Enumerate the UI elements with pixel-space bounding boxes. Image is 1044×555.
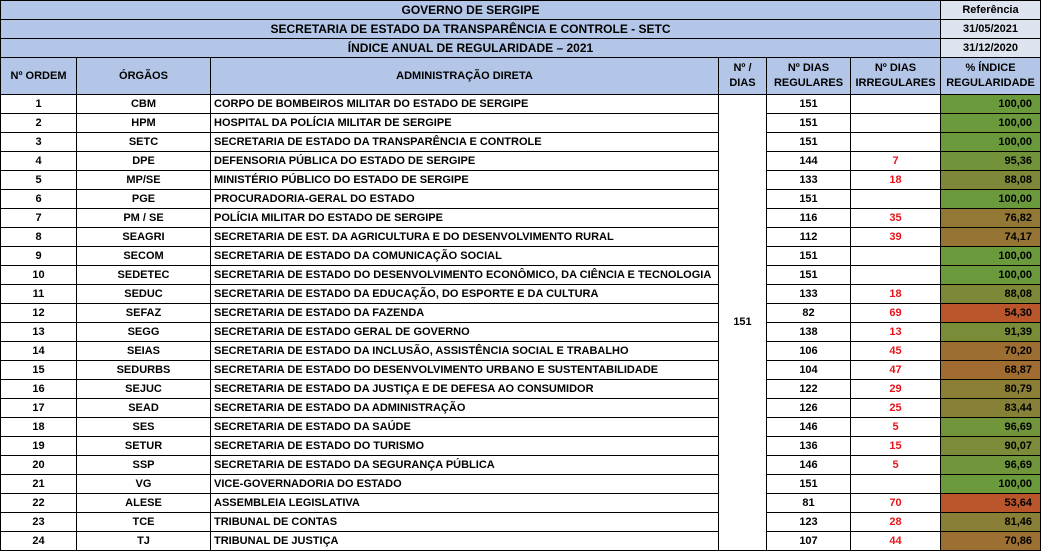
header-line2: SECRETARIA DE ESTADO DA TRANSPARÊNCIA E CONTROLE - SETC: [1, 20, 941, 39]
row-sigla: SETUR: [77, 437, 211, 456]
row-regularity-index: 100,00: [941, 190, 1041, 209]
row-sigla: PGE: [77, 190, 211, 209]
row-sigla: SEAGRI: [77, 228, 211, 247]
row-irregular-days: [851, 266, 941, 285]
row-sigla: ALESE: [77, 494, 211, 513]
row-sigla: CBM: [77, 95, 211, 114]
row-orgao-name: SECRETARIA DE ESTADO DA JUSTIÇA E DE DEFESA AO CONSUMIDOR: [211, 380, 719, 399]
row-irregular-days: 28: [851, 513, 941, 532]
row-number: 12: [1, 304, 77, 323]
row-number: 18: [1, 418, 77, 437]
table-row: [1, 171, 1041, 190]
row-regularity-index: 100,00: [941, 95, 1041, 114]
row-orgao-name: CORPO DE BOMBEIROS MILITAR DO ESTADO DE SERGIPE: [211, 95, 719, 114]
row-sigla: SEAD: [77, 399, 211, 418]
table-row: [1, 190, 1041, 209]
row-orgao-name: SECRETARIA DE ESTADO DO TURISMO: [211, 437, 719, 456]
table-row: [1, 437, 1041, 456]
row-irregular-days: 47: [851, 361, 941, 380]
row-regularity-index: 70,86: [941, 532, 1041, 551]
row-regularity-index: 88,08: [941, 285, 1041, 304]
row-irregular-days: 25: [851, 399, 941, 418]
row-sigla: SEDETEC: [77, 266, 211, 285]
row-regular-days: 151: [767, 133, 851, 152]
row-regularity-index: 70,20: [941, 342, 1041, 361]
row-regular-days: 106: [767, 342, 851, 361]
table-row: [1, 228, 1041, 247]
table-row: [1, 494, 1041, 513]
row-irregular-days: 69: [851, 304, 941, 323]
row-sigla: HPM: [77, 114, 211, 133]
row-irregular-days: 39: [851, 228, 941, 247]
row-irregular-days: 15: [851, 437, 941, 456]
row-orgao-name: SECRETARIA DE ESTADO DO DESENVOLVIMENTO ECONÔMICO, DA CIÊNCIA E TECNOLOGIA: [211, 266, 719, 285]
table-row: [1, 152, 1041, 171]
table-row: [1, 532, 1041, 551]
row-orgao-name: POLÍCIA MILITAR DO ESTADO DE SERGIPE: [211, 209, 719, 228]
row-orgao-name: PROCURADORIA-GERAL DO ESTADO: [211, 190, 719, 209]
row-regularity-index: 96,69: [941, 418, 1041, 437]
row-regular-days: 144: [767, 152, 851, 171]
table-row: [1, 304, 1041, 323]
table-row: [1, 418, 1041, 437]
table-row: [1, 209, 1041, 228]
table-row: [1, 266, 1041, 285]
row-sigla: SEDURBS: [77, 361, 211, 380]
row-number: 13: [1, 323, 77, 342]
row-number: 10: [1, 266, 77, 285]
row-irregular-days: 45: [851, 342, 941, 361]
col-header-ordem: Nº ORDEM: [1, 58, 77, 95]
row-regular-days: 133: [767, 285, 851, 304]
col-header-admin: ADMINISTRAÇÃO DIRETA: [211, 58, 719, 95]
header-line3: ÍNDICE ANUAL DE REGULARIDADE – 2021: [1, 39, 941, 58]
row-sigla: TCE: [77, 513, 211, 532]
row-regular-days: 116: [767, 209, 851, 228]
table-row: [1, 361, 1041, 380]
row-regular-days: 151: [767, 95, 851, 114]
table-row: [1, 342, 1041, 361]
row-number: 7: [1, 209, 77, 228]
table-row: [1, 456, 1041, 475]
row-irregular-days: [851, 190, 941, 209]
row-number: 21: [1, 475, 77, 494]
table-row: [1, 95, 1041, 114]
row-sigla: SES: [77, 418, 211, 437]
row-regular-days: 133: [767, 171, 851, 190]
row-regular-days: 112: [767, 228, 851, 247]
row-regular-days: 123: [767, 513, 851, 532]
row-irregular-days: 5: [851, 418, 941, 437]
row-regular-days: 81: [767, 494, 851, 513]
row-orgao-name: SECRETARIA DE EST. DA AGRICULTURA E DO DESENVOLVIMENTO RURAL: [211, 228, 719, 247]
row-sigla: VG: [77, 475, 211, 494]
row-regularity-index: 53,64: [941, 494, 1041, 513]
row-number: 3: [1, 133, 77, 152]
row-irregular-days: 18: [851, 171, 941, 190]
row-sigla: SEJUC: [77, 380, 211, 399]
table-row: [1, 285, 1041, 304]
row-number: 14: [1, 342, 77, 361]
row-regularity-index: 100,00: [941, 114, 1041, 133]
row-sigla: SEGG: [77, 323, 211, 342]
header-line1: GOVERNO DE SERGIPE: [1, 1, 941, 20]
row-orgao-name: SECRETARIA DE ESTADO DA FAZENDA: [211, 304, 719, 323]
table-row: [1, 247, 1041, 266]
row-regular-days: 138: [767, 323, 851, 342]
row-sigla: SEIAS: [77, 342, 211, 361]
row-sigla: SSP: [77, 456, 211, 475]
row-orgao-name: MINISTÉRIO PÚBLICO DO ESTADO DE SERGIPE: [211, 171, 719, 190]
reference-label: Referência: [941, 1, 1041, 20]
row-number: 16: [1, 380, 77, 399]
row-regular-days: 146: [767, 418, 851, 437]
row-irregular-days: [851, 95, 941, 114]
row-regular-days: 104: [767, 361, 851, 380]
row-regular-days: 82: [767, 304, 851, 323]
row-orgao-name: VICE-GOVERNADORIA DO ESTADO: [211, 475, 719, 494]
row-number: 1: [1, 95, 77, 114]
row-regular-days: 126: [767, 399, 851, 418]
row-orgao-name: HOSPITAL DA POLÍCIA MILITAR DE SERGIPE: [211, 114, 719, 133]
table-row: [1, 323, 1041, 342]
row-irregular-days: 5: [851, 456, 941, 475]
row-regularity-index: 81,46: [941, 513, 1041, 532]
row-sigla: SEDUC: [77, 285, 211, 304]
row-number: 2: [1, 114, 77, 133]
row-regular-days: 122: [767, 380, 851, 399]
row-regularity-index: 100,00: [941, 475, 1041, 494]
row-regular-days: 151: [767, 475, 851, 494]
row-regular-days: 107: [767, 532, 851, 551]
row-orgao-name: SECRETARIA DE ESTADO DA SEGURANÇA PÚBLICA: [211, 456, 719, 475]
row-orgao-name: ASSEMBLEIA LEGISLATIVA: [211, 494, 719, 513]
row-sigla: TJ: [77, 532, 211, 551]
row-number: 9: [1, 247, 77, 266]
table-row: [1, 475, 1041, 494]
row-irregular-days: 29: [851, 380, 941, 399]
row-regularity-index: 100,00: [941, 266, 1041, 285]
row-sigla: DPE: [77, 152, 211, 171]
row-regularity-index: 96,69: [941, 456, 1041, 475]
row-sigla: SEFAZ: [77, 304, 211, 323]
row-sigla: SETC: [77, 133, 211, 152]
col-header-irregulares: Nº DIAS IRREGULARES: [851, 58, 941, 95]
row-regularity-index: 80,79: [941, 380, 1041, 399]
row-regularity-index: 100,00: [941, 247, 1041, 266]
row-orgao-name: SECRETARIA DE ESTADO DA TRANSPARÊNCIA E CONTROLE: [211, 133, 719, 152]
row-orgao-name: SECRETARIA DE ESTADO DA EDUCAÇÃO, DO ESPORTE E DA CULTURA: [211, 285, 719, 304]
row-irregular-days: 13: [851, 323, 941, 342]
row-regularity-index: 76,82: [941, 209, 1041, 228]
row-orgao-name: DEFENSORIA PÚBLICA DO ESTADO DE SERGIPE: [211, 152, 719, 171]
row-regularity-index: 95,36: [941, 152, 1041, 171]
row-number: 5: [1, 171, 77, 190]
table-row: [1, 133, 1041, 152]
row-regular-days: 136: [767, 437, 851, 456]
row-number: 22: [1, 494, 77, 513]
row-regularity-index: 68,87: [941, 361, 1041, 380]
row-orgao-name: SECRETARIA DE ESTADO DA SAÚDE: [211, 418, 719, 437]
row-number: 15: [1, 361, 77, 380]
row-orgao-name: SECRETARIA DE ESTADO DA ADMINISTRAÇÃO: [211, 399, 719, 418]
row-regularity-index: 54,30: [941, 304, 1041, 323]
row-sigla: PM / SE: [77, 209, 211, 228]
row-irregular-days: [851, 114, 941, 133]
total-days: 151: [719, 95, 767, 551]
col-header-dias: Nº / DIAS: [719, 58, 767, 95]
col-header-regulares: Nº DIAS REGULARES: [767, 58, 851, 95]
row-regular-days: 151: [767, 114, 851, 133]
row-irregular-days: [851, 133, 941, 152]
row-orgao-name: SECRETARIA DE ESTADO DA INCLUSÃO, ASSISTÊNCIA SOCIAL E TRABALHO: [211, 342, 719, 361]
table-row: [1, 380, 1041, 399]
row-number: 4: [1, 152, 77, 171]
row-regular-days: 151: [767, 266, 851, 285]
row-regularity-index: 74,17: [941, 228, 1041, 247]
col-header-indice: % ÍNDICE REGULARIDADE: [941, 58, 1041, 95]
row-number: 17: [1, 399, 77, 418]
table-row: [1, 114, 1041, 133]
row-irregular-days: 18: [851, 285, 941, 304]
row-number: 23: [1, 513, 77, 532]
row-orgao-name: SECRETARIA DE ESTADO DO DESENVOLVIMENTO URBANO E SUSTENTABILIDADE: [211, 361, 719, 380]
table-row: [1, 513, 1041, 532]
row-number: 6: [1, 190, 77, 209]
row-regularity-index: 100,00: [941, 133, 1041, 152]
row-number: 11: [1, 285, 77, 304]
row-sigla: MP/SE: [77, 171, 211, 190]
row-regular-days: 151: [767, 190, 851, 209]
row-orgao-name: TRIBUNAL DE CONTAS: [211, 513, 719, 532]
row-regularity-index: 91,39: [941, 323, 1041, 342]
reference-date-1: 31/05/2021: [941, 20, 1041, 39]
row-number: 20: [1, 456, 77, 475]
row-irregular-days: 44: [851, 532, 941, 551]
row-orgao-name: SECRETARIA DE ESTADO DA COMUNICAÇÃO SOCIAL: [211, 247, 719, 266]
row-regular-days: 146: [767, 456, 851, 475]
row-orgao-name: TRIBUNAL DE JUSTIÇA: [211, 532, 719, 551]
row-irregular-days: 7: [851, 152, 941, 171]
row-number: 19: [1, 437, 77, 456]
row-regularity-index: 90,07: [941, 437, 1041, 456]
reference-date-2: 31/12/2020: [941, 39, 1041, 58]
row-orgao-name: SECRETARIA DE ESTADO GERAL DE GOVERNO: [211, 323, 719, 342]
row-irregular-days: 70: [851, 494, 941, 513]
row-irregular-days: [851, 475, 941, 494]
table-row: [1, 399, 1041, 418]
row-regular-days: 151: [767, 247, 851, 266]
row-number: 8: [1, 228, 77, 247]
row-sigla: SECOM: [77, 247, 211, 266]
col-header-orgaos: ÓRGÃOS: [77, 58, 211, 95]
row-regularity-index: 83,44: [941, 399, 1041, 418]
row-irregular-days: [851, 247, 941, 266]
row-regularity-index: 88,08: [941, 171, 1041, 190]
row-irregular-days: 35: [851, 209, 941, 228]
row-number: 24: [1, 532, 77, 551]
